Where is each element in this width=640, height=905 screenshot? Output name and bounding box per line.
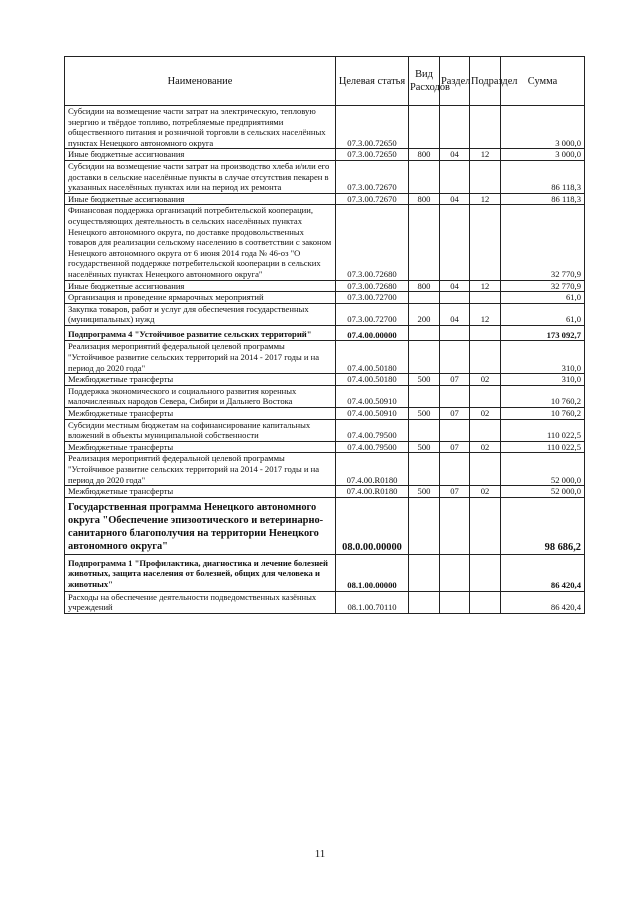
amount-cell: 61,0 <box>501 303 585 325</box>
table-row <box>65 374 585 386</box>
row-name-cell: Субсидии на возмещение части затрат на производство хлеба и/или его доставки в сельские населённые пункты в случае отсутствия пекарен в указанных населённых пунктах или на период их ремонта <box>65 160 336 193</box>
row-name-cell: Поддержка экономического и социального развития коренных малочисленных народов Севера, Сибири и Дальнего Востока <box>65 385 336 407</box>
page-number: 11 <box>314 848 326 860</box>
amount-cell: 98 686,2 <box>501 497 585 554</box>
target-article-cell: 07.4.00.50180 <box>336 341 409 374</box>
subsection-cell <box>470 325 501 341</box>
subsection-cell: 12 <box>470 280 501 292</box>
target-article-cell: 07.4.00.50180 <box>336 374 409 386</box>
section-cell: 07 <box>440 408 470 420</box>
expense-kind-cell <box>409 341 440 374</box>
expense-kind-cell <box>409 160 440 193</box>
subsection-cell: 02 <box>470 486 501 498</box>
expense-kind-cell <box>409 419 440 441</box>
section-cell: 07 <box>440 441 470 453</box>
target-article-cell: 07.4.00.50910 <box>336 385 409 407</box>
target-article-cell: 07.3.00.72680 <box>336 205 409 280</box>
amount-cell: 61,0 <box>501 292 585 304</box>
subsection-cell <box>470 160 501 193</box>
expense-kind-cell <box>409 205 440 280</box>
row-name-cell: Расходы на обеспечение деятельности подведомственных казённых учреждений <box>65 591 336 613</box>
row-name-cell: Организация и проведение ярмарочных мероприятий <box>65 292 336 304</box>
expense-kind-cell <box>409 591 440 613</box>
expense-kind-cell: 500 <box>409 408 440 420</box>
target-article-cell: 07.3.00.72670 <box>336 160 409 193</box>
subsection-cell: 12 <box>470 193 501 205</box>
table-row <box>65 292 585 304</box>
header-subsection: Подраздел <box>470 57 501 106</box>
target-article-cell: 07.4.00.00000 <box>336 325 409 341</box>
expense-kind-cell: 200 <box>409 303 440 325</box>
row-name-cell: Закупка товаров, работ и услуг для обеспечения государственных (муниципальных) нужд <box>65 303 336 325</box>
section-cell <box>440 292 470 304</box>
section-cell: 04 <box>440 280 470 292</box>
section-cell <box>440 591 470 613</box>
expense-kind-cell <box>409 453 440 486</box>
section-cell <box>440 325 470 341</box>
target-article-cell: 07.3.00.72650 <box>336 106 409 149</box>
table-row <box>65 325 585 341</box>
target-article-cell: 07.3.00.72700 <box>336 292 409 304</box>
expense-kind-cell: 800 <box>409 193 440 205</box>
table-row <box>65 341 585 374</box>
target-article-cell: 07.4.00.R0180 <box>336 453 409 486</box>
table-row <box>65 497 585 554</box>
subsection-cell <box>470 419 501 441</box>
amount-cell: 110 022,5 <box>501 441 585 453</box>
table-row <box>65 486 585 498</box>
table-row <box>65 149 585 161</box>
row-name-cell: Финансовая поддержка организаций потребительской кооперации, осуществляющих деятельность в сельских населённых пунктах Ненецкого автономного округа, по доставке продовольственных товаров для реализации сельскому населению в соответствии с законом Ненецкого автономного округа от 6 июня 2014 года № 46-оз "О государственной поддержке потребительской кооперации в сельских населённых пунктах Ненецкого автономного округа" <box>65 205 336 280</box>
amount-cell: 110 022,5 <box>501 419 585 441</box>
subsection-cell <box>470 554 501 591</box>
amount-cell: 86 420,4 <box>501 554 585 591</box>
row-name-cell: Подпрограмма 1 "Профилактика, диагностика и лечение болезней животных, защита населения от болезней, общих для человека и животных" <box>65 554 336 591</box>
section-cell <box>440 205 470 280</box>
header-expense-kind: Вид Расходов <box>409 57 440 106</box>
amount-cell: 32 770,9 <box>501 205 585 280</box>
amount-cell: 310,0 <box>501 374 585 386</box>
budget-table <box>64 56 585 614</box>
amount-cell: 3 000,0 <box>501 106 585 149</box>
subsection-cell <box>470 385 501 407</box>
row-name-cell: Субсидии местным бюджетам на софинансирование капитальных вложений в объекты муниципальной собственности <box>65 419 336 441</box>
expense-kind-cell: 800 <box>409 280 440 292</box>
row-name-cell: Государственная программа Ненецкого автономного округа "Обеспечение эпизоотического и ветеринарно-санитарного благополучия на территории Ненецкого автономного округа" <box>65 497 336 554</box>
header-section: Раздел <box>440 57 470 106</box>
header-name: Наименование <box>65 57 336 106</box>
section-cell: 07 <box>440 374 470 386</box>
row-name-cell: Подпрограмма 4 "Устойчивое развитие сельских территорий" <box>65 325 336 341</box>
table-row <box>65 160 585 193</box>
section-cell <box>440 497 470 554</box>
section-cell <box>440 160 470 193</box>
header-target-article: Целевая статья <box>336 57 409 106</box>
amount-cell: 52 000,0 <box>501 453 585 486</box>
subsection-cell <box>470 292 501 304</box>
row-name-cell: Субсидии на возмещение части затрат на электрическую, тепловую энергию и твёрдое топливо, потребляемые предприятиями общественного питания и розничной торговли в сельских населённых пунктах Ненецкого автономного округа <box>65 106 336 149</box>
section-cell <box>440 106 470 149</box>
row-name-cell: Межбюджетные трансферты <box>65 408 336 420</box>
section-cell: 04 <box>440 193 470 205</box>
table-row <box>65 591 585 613</box>
expense-kind-cell <box>409 106 440 149</box>
amount-cell: 310,0 <box>501 341 585 374</box>
subsection-cell: 12 <box>470 149 501 161</box>
section-cell <box>440 419 470 441</box>
table-row <box>65 303 585 325</box>
subsection-cell <box>470 497 501 554</box>
section-cell: 07 <box>440 486 470 498</box>
row-name-cell: Межбюджетные трансферты <box>65 486 336 498</box>
amount-cell: 52 000,0 <box>501 486 585 498</box>
expense-kind-cell <box>409 497 440 554</box>
table-row <box>65 419 585 441</box>
expense-kind-cell: 800 <box>409 149 440 161</box>
subsection-cell <box>470 106 501 149</box>
table-header-row <box>65 57 585 106</box>
expense-kind-cell <box>409 385 440 407</box>
subsection-cell: 02 <box>470 441 501 453</box>
section-cell <box>440 385 470 407</box>
row-name-cell: Межбюджетные трансферты <box>65 441 336 453</box>
target-article-cell: 07.4.00.79500 <box>336 419 409 441</box>
row-name-cell: Реализация мероприятий федеральной целевой программы "Устойчивое развитие сельских территорий на 2014 - 2017 годы и на период до 2020 года" <box>65 341 336 374</box>
table-row <box>65 441 585 453</box>
subsection-cell <box>470 591 501 613</box>
expense-kind-cell: 500 <box>409 441 440 453</box>
table-body <box>65 106 585 614</box>
section-cell: 04 <box>440 149 470 161</box>
row-name-cell: Иные бюджетные ассигнования <box>65 280 336 292</box>
section-cell: 04 <box>440 303 470 325</box>
expense-kind-cell <box>409 292 440 304</box>
table-row <box>65 280 585 292</box>
amount-cell: 32 770,9 <box>501 280 585 292</box>
expense-kind-cell <box>409 554 440 591</box>
expense-kind-cell: 500 <box>409 486 440 498</box>
target-article-cell: 07.3.00.72650 <box>336 149 409 161</box>
amount-cell: 86 420,4 <box>501 591 585 613</box>
target-article-cell: 07.4.00.R0180 <box>336 486 409 498</box>
target-article-cell: 07.4.00.50910 <box>336 408 409 420</box>
subsection-cell <box>470 205 501 280</box>
section-cell <box>440 554 470 591</box>
section-cell <box>440 341 470 374</box>
target-article-cell: 07.3.00.72700 <box>336 303 409 325</box>
section-cell <box>440 453 470 486</box>
subsection-cell <box>470 341 501 374</box>
table-row <box>65 453 585 486</box>
expense-kind-cell <box>409 325 440 341</box>
subsection-cell: 02 <box>470 374 501 386</box>
budget-table-container <box>64 56 584 614</box>
target-article-cell: 07.4.00.79500 <box>336 441 409 453</box>
table-row <box>65 408 585 420</box>
table-row <box>65 205 585 280</box>
subsection-cell: 02 <box>470 408 501 420</box>
amount-cell: 86 118,3 <box>501 193 585 205</box>
amount-cell: 173 092,7 <box>501 325 585 341</box>
row-name-cell: Иные бюджетные ассигнования <box>65 149 336 161</box>
table-row <box>65 106 585 149</box>
target-article-cell: 08.1.00.70110 <box>336 591 409 613</box>
target-article-cell: 08.1.00.00000 <box>336 554 409 591</box>
subsection-cell: 12 <box>470 303 501 325</box>
target-article-cell: 07.3.00.72680 <box>336 280 409 292</box>
row-name-cell: Иные бюджетные ассигнования <box>65 193 336 205</box>
subsection-cell <box>470 453 501 486</box>
amount-cell: 10 760,2 <box>501 408 585 420</box>
expense-kind-cell: 500 <box>409 374 440 386</box>
target-article-cell: 07.3.00.72670 <box>336 193 409 205</box>
amount-cell: 3 000,0 <box>501 149 585 161</box>
table-row <box>65 193 585 205</box>
table-row <box>65 554 585 591</box>
row-name-cell: Реализация мероприятий федеральной целевой программы "Устойчивое развитие сельских территорий на 2014 - 2017 годы и на период до 2020 года" <box>65 453 336 486</box>
target-article-cell: 08.0.00.00000 <box>336 497 409 554</box>
amount-cell: 86 118,3 <box>501 160 585 193</box>
header-amount: Сумма <box>501 57 585 106</box>
table-row <box>65 385 585 407</box>
amount-cell: 10 760,2 <box>501 385 585 407</box>
row-name-cell: Межбюджетные трансферты <box>65 374 336 386</box>
